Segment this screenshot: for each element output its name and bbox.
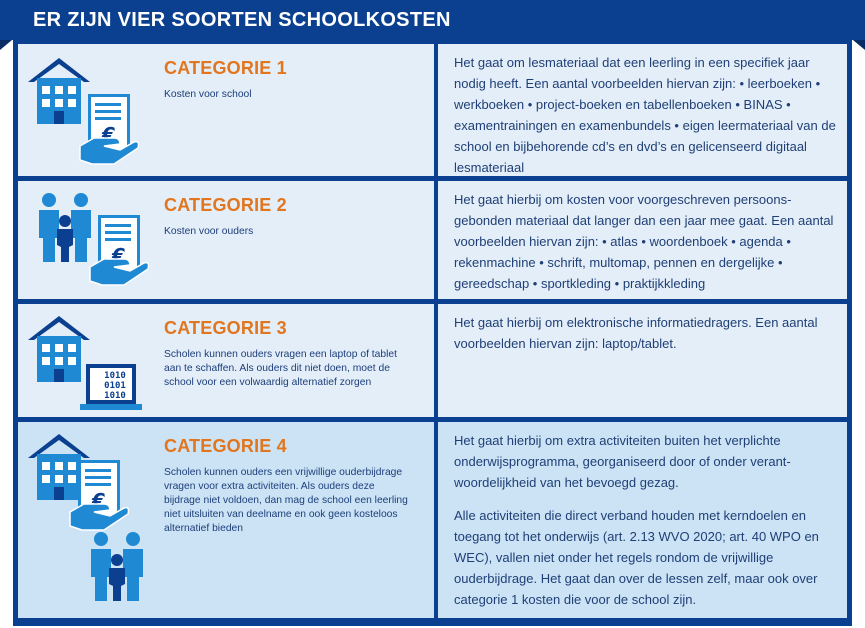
banner-fold-left: [0, 40, 12, 50]
category-subtitle: Scholen kunnen ouders een vrijwillige ouderbijdrage vragen voor extra activiteiten. Als ouders deze bijdrage niet voldoen, dan mag de school een leerling niet uitsluiten van deelname en ook geen kosteloos alternatief bieden: [164, 467, 408, 534]
description-text: Het gaat hierbij om kosten voor voorgeschreven persoons-gebonden materiaal dat langer dan een jaar mee gaat. Een aantal voorbeelden hiervan zijn: • atlas • woordenboek • agenda • rekenmachine • schrift, multomap, pennen en dergelijke • gereedschap • sportkleding • praktijkkleding: [454, 192, 834, 291]
category-summary-3: [18, 304, 434, 417]
description-text: Het gaat hierbij om elektronische informatiedragers. Een aantal voorbeelden hiervan zijn: laptop/tablet.: [454, 315, 818, 351]
category-title: CATEGORIE 1: [164, 58, 287, 78]
category-title: CATEGORIE 2: [164, 195, 287, 215]
category-subtitle: Kosten voor ouders: [164, 226, 254, 237]
school-laptop-icon: [28, 314, 158, 419]
category-description-2: [438, 181, 847, 299]
category-subtitle: Scholen kunnen ouders vragen een laptop of tablet aan te schaffen. Als ouders dit niet doen, moet de school voor een volwaardig alternatief zorgen: [164, 349, 397, 388]
category-description-3: [438, 304, 847, 417]
category-summary-4: [18, 422, 434, 618]
category-row-4: [18, 422, 847, 618]
category-row-1: [18, 44, 847, 176]
description-text: Alle activiteiten die direct verband houden met kerndoelen en toegang tot het onderwijs (art. 2.13 WVO 2020; art. 40 WPO en WEC), vallen niet onder het regels rondom de vrijwillige ouderbijdrage. Het gaat dan over de lessen zelf, maar ook over categorie 1 kosten die voor de school zijn.: [454, 508, 819, 607]
school-invoice-family-icon: [28, 432, 158, 612]
category-description-4: [438, 422, 847, 618]
page-title: ER ZIJN VIER SOORTEN SCHOOLKOSTEN: [33, 9, 451, 31]
category-title: CATEGORIE 3: [164, 318, 287, 338]
school-invoice-icon: [28, 54, 158, 172]
category-row-2: [18, 181, 847, 299]
category-summary-2: [18, 181, 434, 299]
category-summary-1: [18, 44, 434, 176]
family-invoice-icon: [28, 191, 158, 303]
binary-line: 1010: [104, 391, 126, 401]
description-text: Het gaat om lesmateriaal dat een leerling in een specifiek jaar nodig heeft. Een aantal voorbeelden hiervan zijn: • leerboeken • werkboeken • project-boeken en tabellenboeken • BINAS • examentrainingen en examenbundels • eigen leermateriaal van de school en bijbehorende cd’s en dvd’s en gelicenseerd digitaal lesmateriaal: [454, 55, 836, 175]
category-description-1: [438, 44, 847, 176]
banner-fold-right: [853, 40, 865, 50]
header-banner: [0, 0, 865, 40]
category-subtitle: Kosten voor school: [164, 89, 252, 100]
binary-line: 0101: [104, 381, 126, 391]
description-text: Het gaat hierbij om extra activiteiten buiten het verplichte onderwijsprogramma, georganiseerd door of onder verant-woordelijkheid van het bevoegd gezag.: [454, 433, 791, 490]
binary-line: 1010: [104, 371, 126, 381]
category-row-3: [18, 304, 847, 417]
category-title: CATEGORIE 4: [164, 436, 287, 456]
